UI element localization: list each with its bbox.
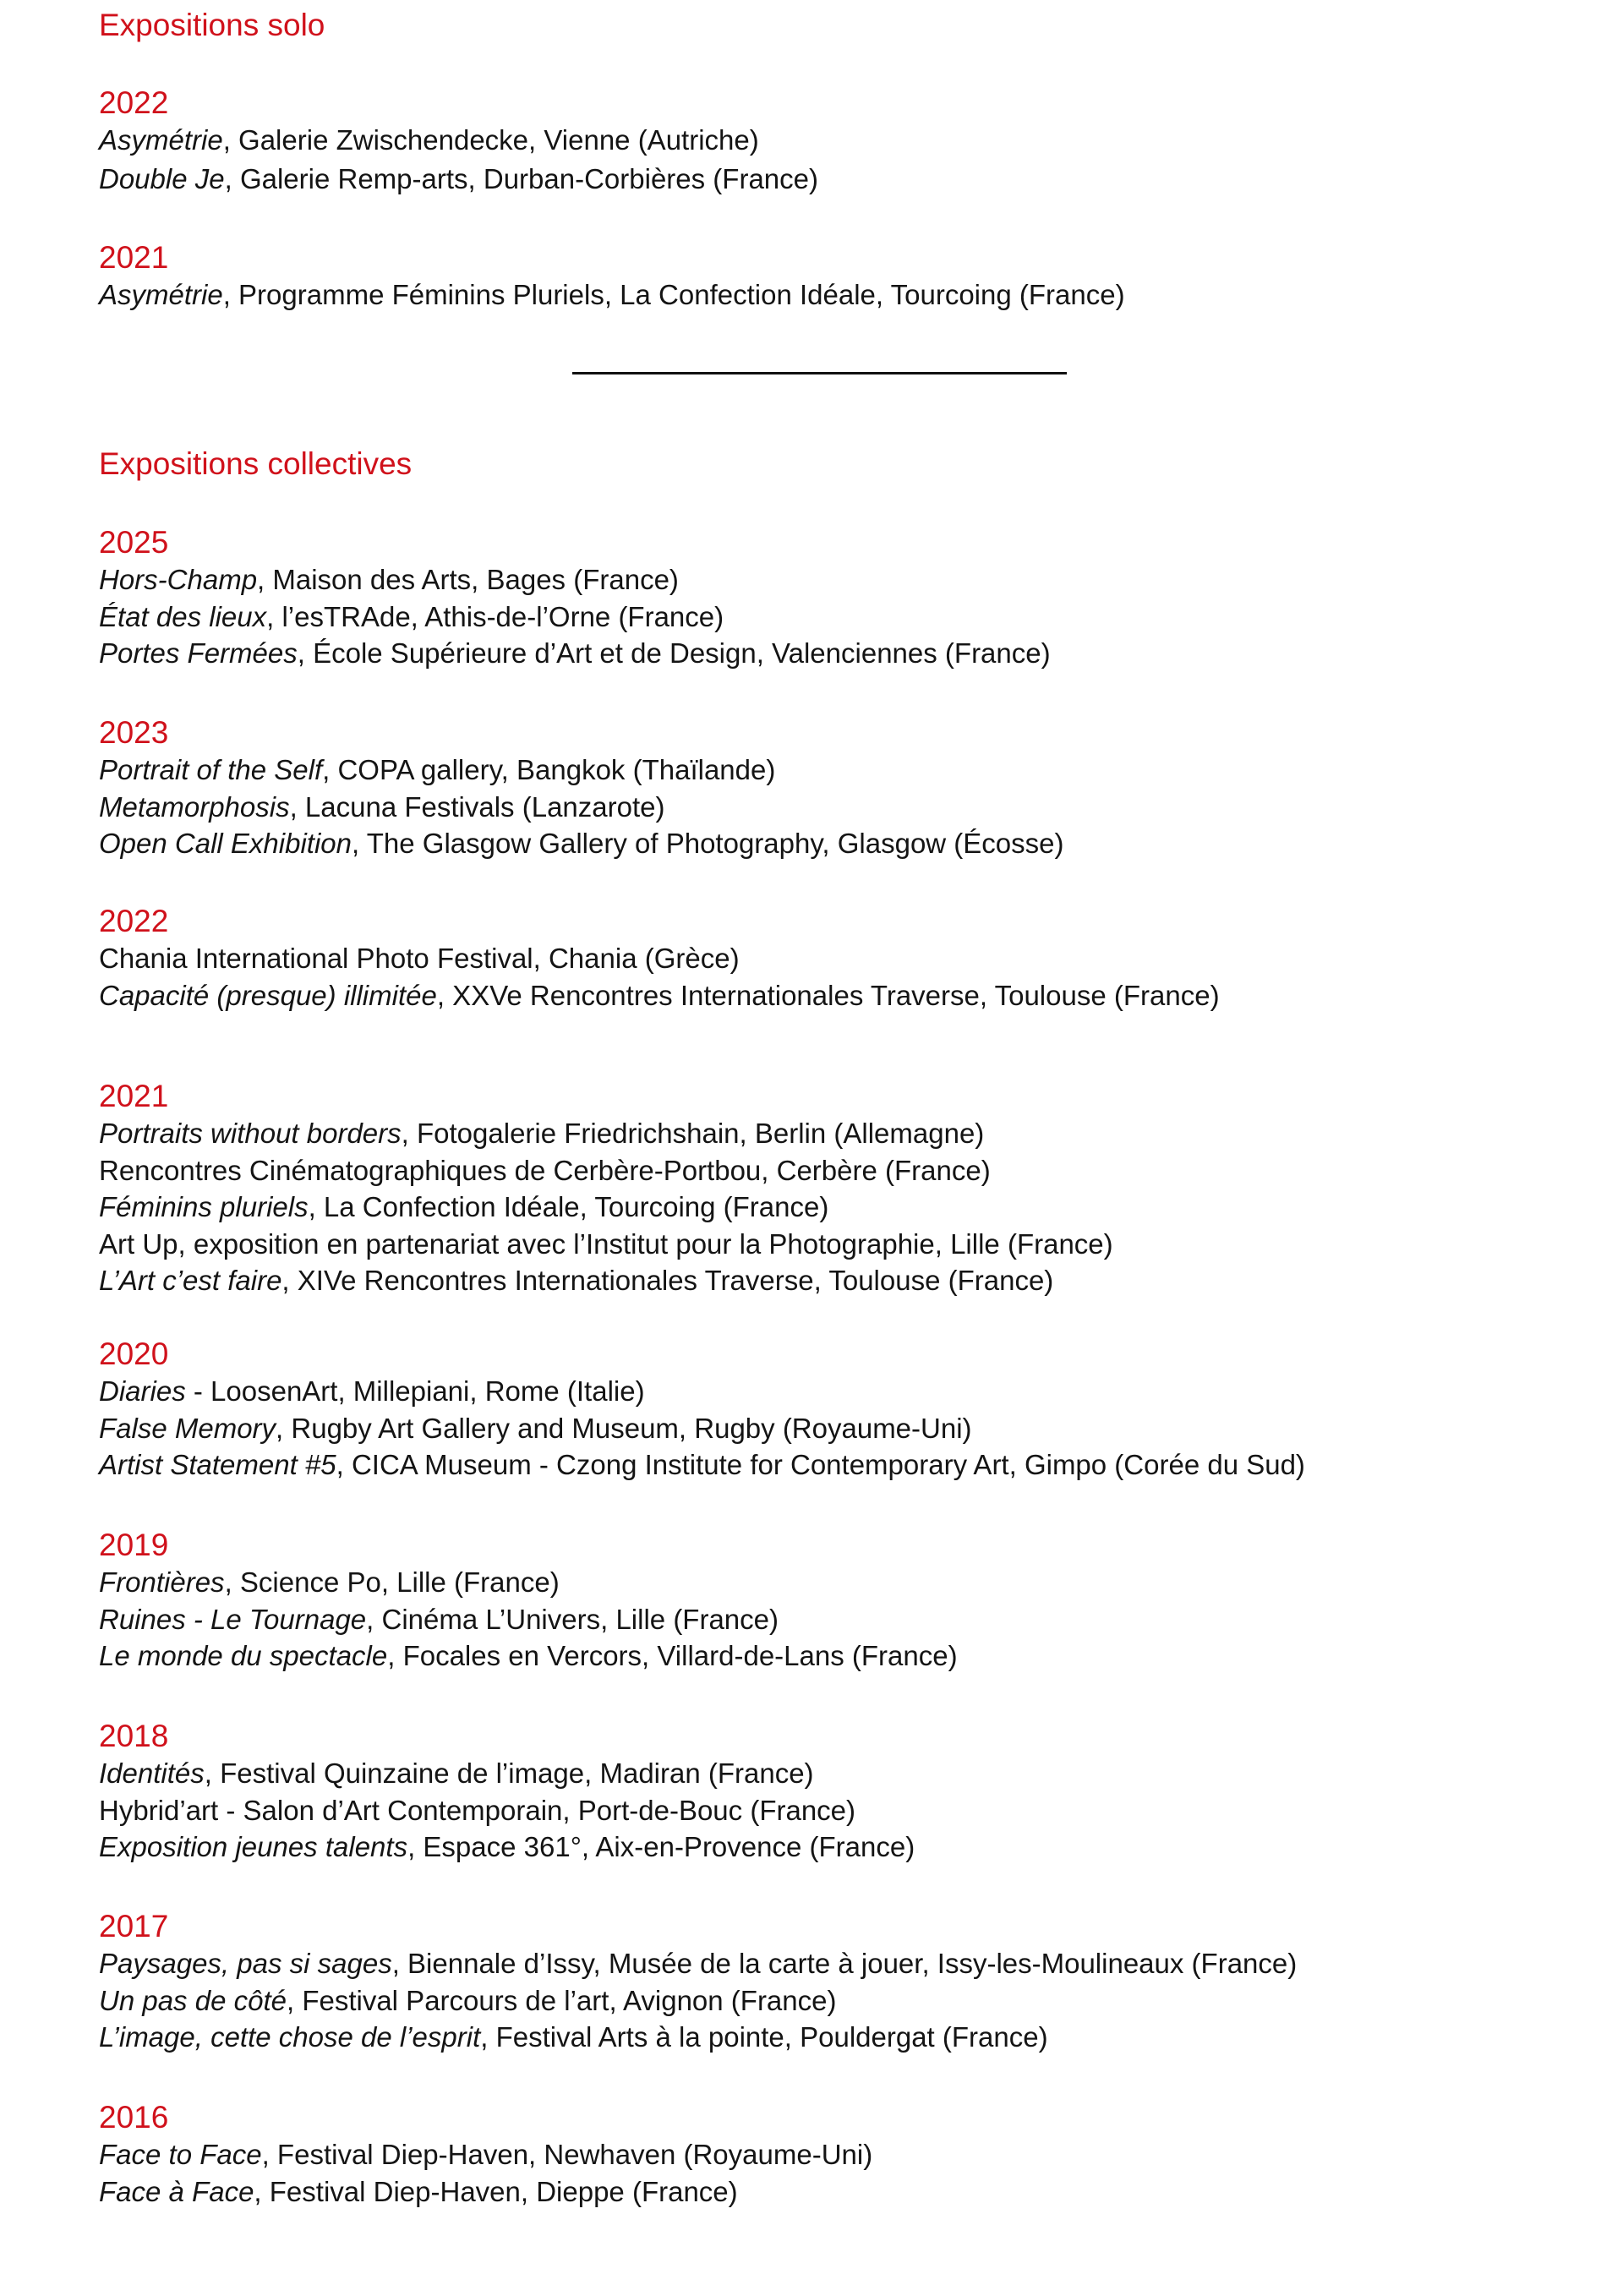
- exhibition-details: Hybrid’art - Salon d’Art Contemporain, Port-de-Bouc (France): [99, 1794, 856, 1826]
- exhibition-details: , l’esTRAde, Athis-de-l’Orne (France): [266, 600, 724, 632]
- exhibition-details: , École Supérieure d’Art et de Design, Valenciennes (France): [297, 637, 1051, 669]
- exhibition-entry: [99, 1564, 560, 1601]
- year-group: [99, 903, 1220, 1011]
- exhibition-entry: [99, 1410, 972, 1447]
- exhibition-title: Artist Statement #5: [99, 1449, 336, 1480]
- exhibition-entry: [99, 940, 740, 977]
- exhibition-title: Diaries: [99, 1375, 186, 1407]
- year-label: 2020: [99, 1337, 169, 1371]
- exhibition-title: False Memory: [99, 1412, 276, 1444]
- year-group: [99, 1336, 1305, 1480]
- exhibition-entry: [99, 1226, 1113, 1263]
- exhibition-title: Metamorphosis: [99, 790, 290, 823]
- exhibition-title: Open Call Exhibition: [99, 828, 352, 859]
- exhibition-details: , XXVe Rencontres Internationales Traverse, Toulouse (France): [436, 979, 1220, 1011]
- exhibition-details: , Festival Arts à la pointe, Pouldergat (France): [480, 2021, 1048, 2053]
- year-group: [99, 1718, 915, 1862]
- year-group: [99, 1527, 958, 1671]
- exhibition-entry: [99, 825, 1064, 862]
- exhibition-details: , Galerie Zwischendecke, Vienne (Autriche): [222, 124, 759, 156]
- exhibition-title: Hors-Champ: [99, 564, 258, 595]
- exhibition-title: Portrait of the Self: [99, 754, 323, 785]
- exhibition-entry: [99, 599, 724, 636]
- exhibition-entry: [99, 276, 1125, 314]
- exhibition-details: , Science Po, Lille (France): [224, 1566, 560, 1598]
- year-label: 2022: [99, 85, 169, 120]
- section-heading-collective: Expositions collectives: [99, 446, 413, 481]
- exhibition-title: Face à Face: [99, 2175, 254, 2207]
- exhibition-details: , Festival Parcours de l’art, Avignon (France): [286, 1984, 837, 2016]
- exhibition-title: Portes Fermées: [99, 637, 298, 669]
- exhibition-details: Rencontres Cinématographiques de Cerbère-Portbou, Cerbère (France): [99, 1154, 991, 1186]
- exhibition-entry: [99, 789, 664, 826]
- exhibition-entry: [99, 1152, 991, 1189]
- exhibition-details: , Lacuna Festivals (Lanzarote): [289, 790, 665, 823]
- exhibition-title: Asymétrie: [99, 279, 223, 310]
- year-group: [99, 2099, 873, 2207]
- exhibition-details: , CICA Museum - Czong Institute for Contemporary Art, Gimpo (Corée du Sud): [336, 1449, 1305, 1480]
- exhibition-title: Asymétrie: [99, 124, 223, 156]
- exhibition-details: , Programme Féminins Pluriels, La Confection Idéale, Tourcoing (France): [222, 279, 1125, 310]
- exhibition-details: , Maison des Arts, Bages (France): [257, 564, 679, 595]
- year-group: [99, 1908, 1298, 2053]
- exhibition-entry: [99, 561, 679, 599]
- year-group: [99, 239, 1125, 310]
- year-label: 2021: [99, 240, 169, 275]
- exhibition-details: - LoosenArt, Millepiani, Rome (Italie): [185, 1375, 645, 1407]
- exhibition-title: Un pas de côté: [99, 1984, 287, 2016]
- exhibition-details: , Festival Quinzaine de l’image, Madiran (France): [204, 1758, 814, 1789]
- exhibition-details: , Rugby Art Gallery and Museum, Rugby (Royaume-Uni): [276, 1412, 972, 1444]
- exhibition-title: L’image, cette chose de l’esprit: [99, 2021, 481, 2053]
- exhibition-entry: [99, 1601, 779, 1638]
- year-label: 2021: [99, 1079, 169, 1113]
- exhibition-entry: [99, 1945, 1297, 1982]
- exhibition-details: , Biennale d’Issy, Musée de la carte à jouer, Issy-les-Moulineaux (France): [391, 1948, 1298, 1979]
- year-label: 2025: [99, 525, 169, 560]
- exhibition-entry: [99, 752, 775, 789]
- exhibition-details: Chania International Photo Festival, Chania (Grèce): [99, 943, 740, 974]
- exhibition-entry: [99, 635, 1051, 672]
- exhibition-title: Capacité (presque) illimitée: [99, 979, 437, 1011]
- exhibition-details: , Focales en Vercors, Villard-de-Lans (France): [387, 1640, 958, 1671]
- exhibition-title: Féminins pluriels: [99, 1191, 309, 1222]
- exhibition-details: , Espace 361°, Aix-en-Provence (France): [407, 1831, 915, 1862]
- exhibition-entry: [99, 1829, 915, 1866]
- exhibition-entry: [99, 1189, 828, 1226]
- exhibition-details: , Fotogalerie Friedrichshain, Berlin (Allemagne): [401, 1118, 985, 1149]
- year-label: 2023: [99, 715, 169, 750]
- exhibition-entry: [99, 1755, 814, 1792]
- exhibition-title: Face to Face: [99, 2139, 262, 2170]
- exhibition-details: , Galerie Remp-arts, Durban-Corbières (France): [224, 163, 818, 194]
- exhibition-title: Exposition jeunes talents: [99, 1831, 408, 1862]
- exhibition-entry: [99, 1982, 836, 2020]
- exhibition-entry: [99, 1637, 958, 1675]
- exhibition-title: État des lieux: [99, 600, 267, 632]
- year-label: 2017: [99, 1909, 169, 1943]
- exhibition-entry: [99, 2019, 1048, 2056]
- section-heading-solo: Expositions solo: [99, 8, 325, 42]
- exhibition-title: Identités: [99, 1758, 205, 1789]
- exhibition-entry: [99, 1373, 645, 1410]
- exhibition-entry: [99, 161, 818, 198]
- year-group: [99, 524, 1051, 669]
- year-group: [99, 85, 818, 194]
- exhibition-details: , The Glasgow Gallery of Photography, Glasgow (Écosse): [352, 828, 1064, 859]
- exhibition-title: Ruines - Le Tournage: [99, 1603, 367, 1635]
- exhibition-details: , La Confection Idéale, Tourcoing (France): [308, 1191, 829, 1222]
- exhibition-details: , Festival Diep-Haven, Newhaven (Royaume-Uni): [261, 2139, 873, 2170]
- section-divider: [572, 372, 1067, 374]
- exhibition-title: Paysages, pas si sages: [99, 1948, 392, 1979]
- exhibition-entry: [99, 977, 1220, 1014]
- year-label: 2019: [99, 1528, 169, 1562]
- year-label: 2018: [99, 1719, 169, 1753]
- exhibition-entry: [99, 122, 759, 159]
- exhibition-title: Portraits without borders: [99, 1118, 402, 1149]
- exhibition-details: , Cinéma L’Univers, Lille (France): [366, 1603, 779, 1635]
- exhibition-details: , Festival Diep-Haven, Dieppe (France): [254, 2175, 738, 2207]
- year-label: 2016: [99, 2100, 169, 2135]
- year-group: [99, 1078, 1113, 1296]
- year-group: [99, 714, 1064, 859]
- exhibition-entry: [99, 1792, 855, 1829]
- exhibition-details: , COPA gallery, Bangkok (Thaïlande): [322, 754, 776, 785]
- exhibition-details: Art Up, exposition en partenariat avec l’Institut pour la Photographie, Lille (France): [99, 1227, 1113, 1260]
- exhibition-title: L’Art c’est faire: [99, 1265, 282, 1296]
- exhibition-entry: [99, 1446, 1305, 1484]
- exhibition-entry: [99, 2173, 738, 2211]
- exhibition-details: , XIVe Rencontres Internationales Traverse, Toulouse (France): [281, 1265, 1054, 1296]
- exhibition-entry: [99, 2136, 872, 2173]
- year-label: 2022: [99, 904, 169, 938]
- exhibition-title: Le monde du spectacle: [99, 1640, 388, 1671]
- exhibition-entry: [99, 1115, 984, 1152]
- exhibition-title: Double Je: [99, 163, 225, 194]
- exhibition-entry: [99, 1262, 1053, 1299]
- exhibition-title: Frontières: [99, 1566, 225, 1598]
